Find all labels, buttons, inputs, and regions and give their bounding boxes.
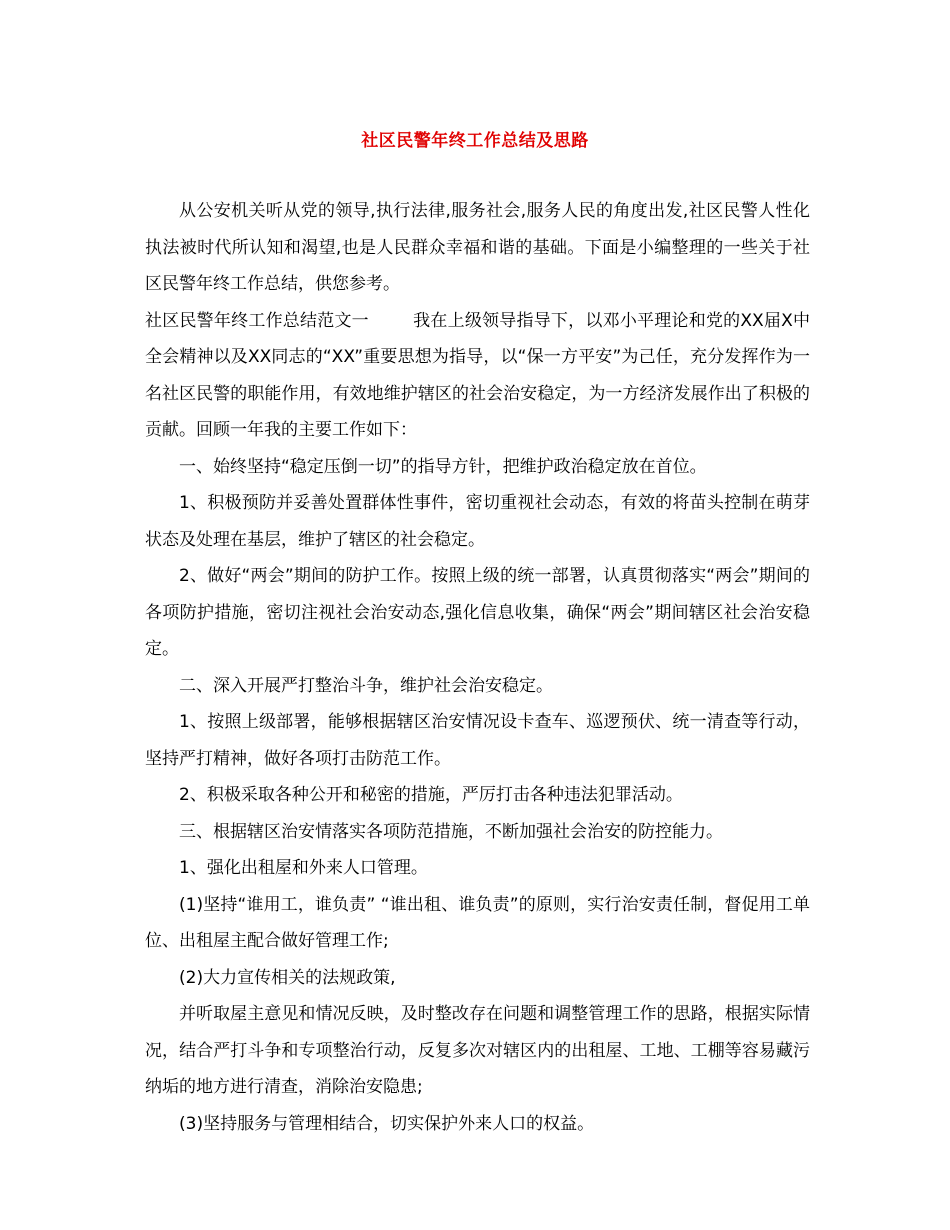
paragraph-essay-one	[145, 303, 810, 449]
paragraph-3-1: 1、强化出租屋和外来人口管理。	[179, 858, 428, 878]
document-body	[145, 193, 810, 1142]
essay-heading: 社区民警年终工作总结范文一	[145, 310, 369, 331]
paragraph-3-1-b-cont: 并听取屋主意见和情况反映，及时整改存在问题和调整管理工作的思路，根据实际情况，结合严打斗争和专项整治行动，反复多次对辖区内的出租屋、工地、工棚等容易藏污纳垢的地方进行清查，消除治安隐患;	[145, 1004, 810, 1097]
section-heading-1: 一、始终坚持“稳定压倒一切”的指导方针，把维护政治稳定放在首位。	[179, 456, 707, 477]
paragraph-intro: 从公安机关听从党的领导,执行法律,服务社会,服务人民的角度出发,社区民警人性化执法被时代所认知和渴望,也是人民群众幸福和谐的基础。下面是小编整理的一些关于社区民警年终工作总结，供您参考。	[145, 201, 810, 294]
paragraph-2-1: 1、按照上级部署，能够根据辖区治安情况设卡查车、巡逻预伏、统一清查等行动，坚持严打精神，做好各项打击防范工作。	[145, 712, 810, 769]
section-heading-2: 二、深入开展严打整治斗争，维护社会治安稳定。	[179, 675, 553, 696]
paragraph-3-1-b: (2)大力宣传相关的法规政策,	[179, 967, 396, 988]
paragraph-1-1: 1、积极预防并妥善处置群体性事件，密切重视社会动态，有效的将苗头控制在萌芽状态及处理在基层，维护了辖区的社会稳定。	[145, 493, 810, 550]
paragraph-1-2: 2、做好“两会”期间的防护工作。按照上级的统一部署，认真贯彻落实“两会”期间的各项防护措施，密切注视社会治安动态,强化信息收集，确保“两会”期间辖区社会治安稳定。	[145, 566, 810, 659]
paragraph-3-1-a: (1)坚持“谁用工，谁负责” “谁出租、谁负责”的原则，实行治安责任制，督促用工单位、出租屋主配合做好管理工作;	[145, 894, 810, 951]
section-heading-3: 三、根据辖区治安情落实各项防范措施，不断加强社会治安的防控能力。	[179, 821, 723, 842]
essay-opening: 我在上级领导指导下，以邓小平理论和党的XX届X中全会精神以及XX同志的“XX”重要思想为指导，以“保一方平安”为己任，充分发挥作为一名社区民警的职能作用，有效地维护辖区的社会治安稳定，为一方经济发展作出了积极的贡献。回顾一年我的主要工作如下：	[145, 310, 811, 440]
document-title: 社区民警年终工作总结及思路	[361, 131, 589, 151]
paragraph-3-1-c: (3)坚持服务与管理相结合，切实保护外来人口的权益。	[179, 1113, 595, 1134]
paragraph-2-2: 2、积极采取各种公开和秘密的措施，严厉打击各种违法犯罪活动。	[179, 785, 683, 805]
